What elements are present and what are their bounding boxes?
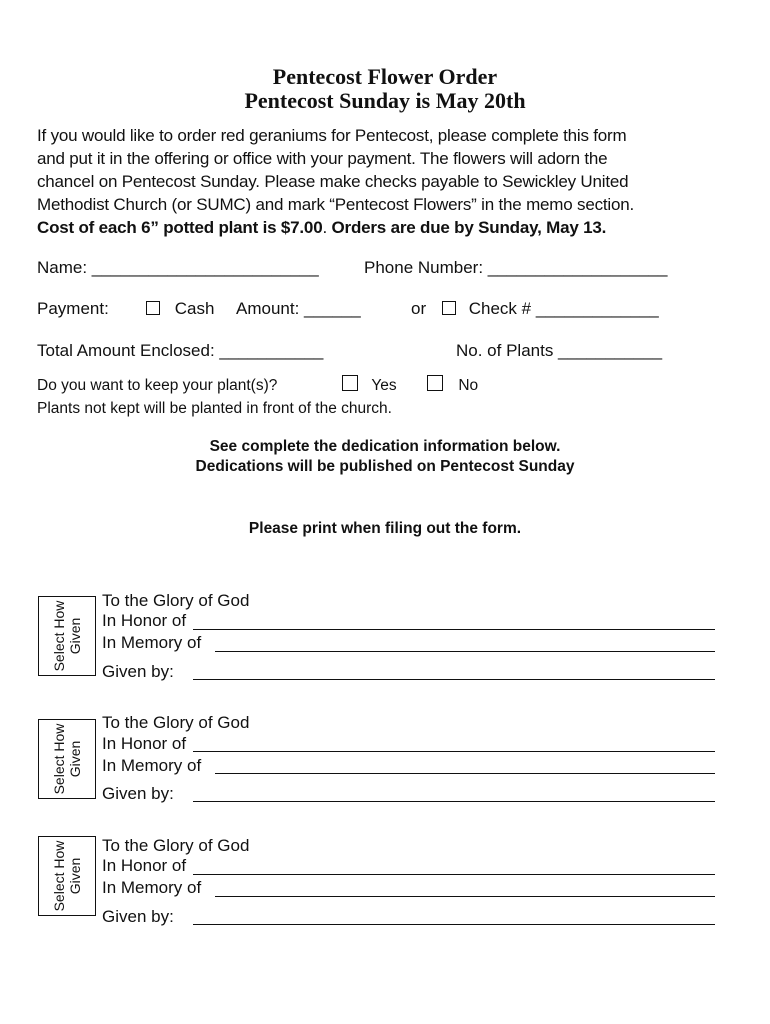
- cost-text: Cost of each 6” potted plant is $7.00: [37, 218, 323, 237]
- given-by-label: Given by:: [102, 907, 174, 926]
- select-how-given-box[interactable]: [38, 836, 96, 916]
- in-honor-line[interactable]: [193, 629, 715, 630]
- keep-no-checkbox[interactable]: [427, 375, 443, 391]
- cash-label: Cash: [174, 299, 215, 318]
- cash-option[interactable]: [146, 299, 214, 319]
- total-amount-field[interactable]: Total Amount Enclosed: ___________: [37, 341, 324, 360]
- or-label: or: [411, 299, 427, 318]
- given-by-line[interactable]: [193, 679, 715, 680]
- keep-plants-question: Do you want to keep your plant(s)?: [37, 377, 278, 394]
- print-note: Please print when filing out the form.: [248, 520, 522, 537]
- keep-no-label: No: [458, 377, 479, 394]
- in-memory-line[interactable]: [215, 896, 715, 897]
- check-checkbox[interactable]: [442, 301, 456, 315]
- in-memory-line[interactable]: [215, 773, 715, 774]
- in-honor-label: In Honor of: [102, 611, 187, 630]
- keep-no-option[interactable]: [427, 375, 478, 396]
- check-option[interactable]: [442, 299, 659, 319]
- intro-line-2: and put it in the offering or office with your payment. The flowers will adorn the: [37, 149, 608, 168]
- keep-yes-checkbox[interactable]: [342, 375, 358, 391]
- intro-line-4: Methodist Church (or SUMC) and mark “Pentecost Flowers” in the memo section.: [37, 195, 635, 214]
- phone-field[interactable]: Phone Number: ___________________: [364, 258, 668, 277]
- form-title: Pentecost Flower Order: [272, 64, 498, 89]
- in-memory-label: In Memory of: [102, 633, 202, 652]
- form-subtitle: Pentecost Sunday is May 20th: [244, 88, 526, 113]
- check-number-field[interactable]: Check # _____________: [468, 299, 659, 318]
- in-memory-label: In Memory of: [102, 756, 202, 775]
- intro-paragraph: [37, 124, 737, 239]
- select-how-given-box[interactable]: [38, 596, 96, 676]
- due-date-text: Orders are due by Sunday, May 13.: [331, 218, 607, 237]
- glory-option[interactable]: To the Glory of God: [102, 591, 250, 610]
- in-memory-line[interactable]: [215, 651, 715, 652]
- given-by-label: Given by:: [102, 784, 174, 803]
- given-label: Given: [67, 857, 83, 895]
- given-label: Given: [67, 740, 83, 778]
- payment-label: Payment:: [37, 299, 109, 318]
- glory-option[interactable]: To the Glory of God: [102, 836, 250, 855]
- select-how-label: Select How: [51, 840, 67, 912]
- name-field[interactable]: Name: ________________________: [37, 258, 319, 277]
- in-honor-label: In Honor of: [102, 856, 187, 875]
- in-honor-label: In Honor of: [102, 734, 187, 753]
- select-how-label: Select How: [51, 723, 67, 795]
- intro-line-5: [37, 216, 737, 239]
- intro-line-3: chancel on Pentecost Sunday. Please make checks payable to Sewickley United: [37, 172, 629, 191]
- cash-checkbox[interactable]: [146, 301, 160, 315]
- amount-field[interactable]: Amount: ______: [236, 299, 361, 318]
- dedication-published-note: Dedications will be published on Pentecost Sunday: [195, 458, 575, 475]
- keep-yes-option[interactable]: [342, 375, 397, 396]
- given-label: Given: [67, 617, 83, 655]
- select-how-given-box[interactable]: [38, 719, 96, 799]
- given-by-line[interactable]: [193, 924, 715, 925]
- glory-option[interactable]: To the Glory of God: [102, 713, 250, 732]
- in-honor-line[interactable]: [193, 874, 715, 875]
- given-by-label: Given by:: [102, 662, 174, 681]
- keep-plants-note: Plants not kept will be planted in front of the church.: [37, 400, 392, 417]
- select-how-label: Select How: [51, 600, 67, 672]
- given-by-line[interactable]: [193, 801, 715, 802]
- in-memory-label: In Memory of: [102, 878, 202, 897]
- num-plants-field[interactable]: No. of Plants ___________: [456, 341, 663, 360]
- intro-line-1: If you would like to order red geraniums for Pentecost, please complete this form: [37, 126, 627, 145]
- keep-yes-label: Yes: [371, 377, 397, 394]
- dedication-info-note: See complete the dedication information below.: [209, 438, 561, 455]
- in-honor-line[interactable]: [193, 751, 715, 752]
- cost-separator: .: [322, 218, 332, 237]
